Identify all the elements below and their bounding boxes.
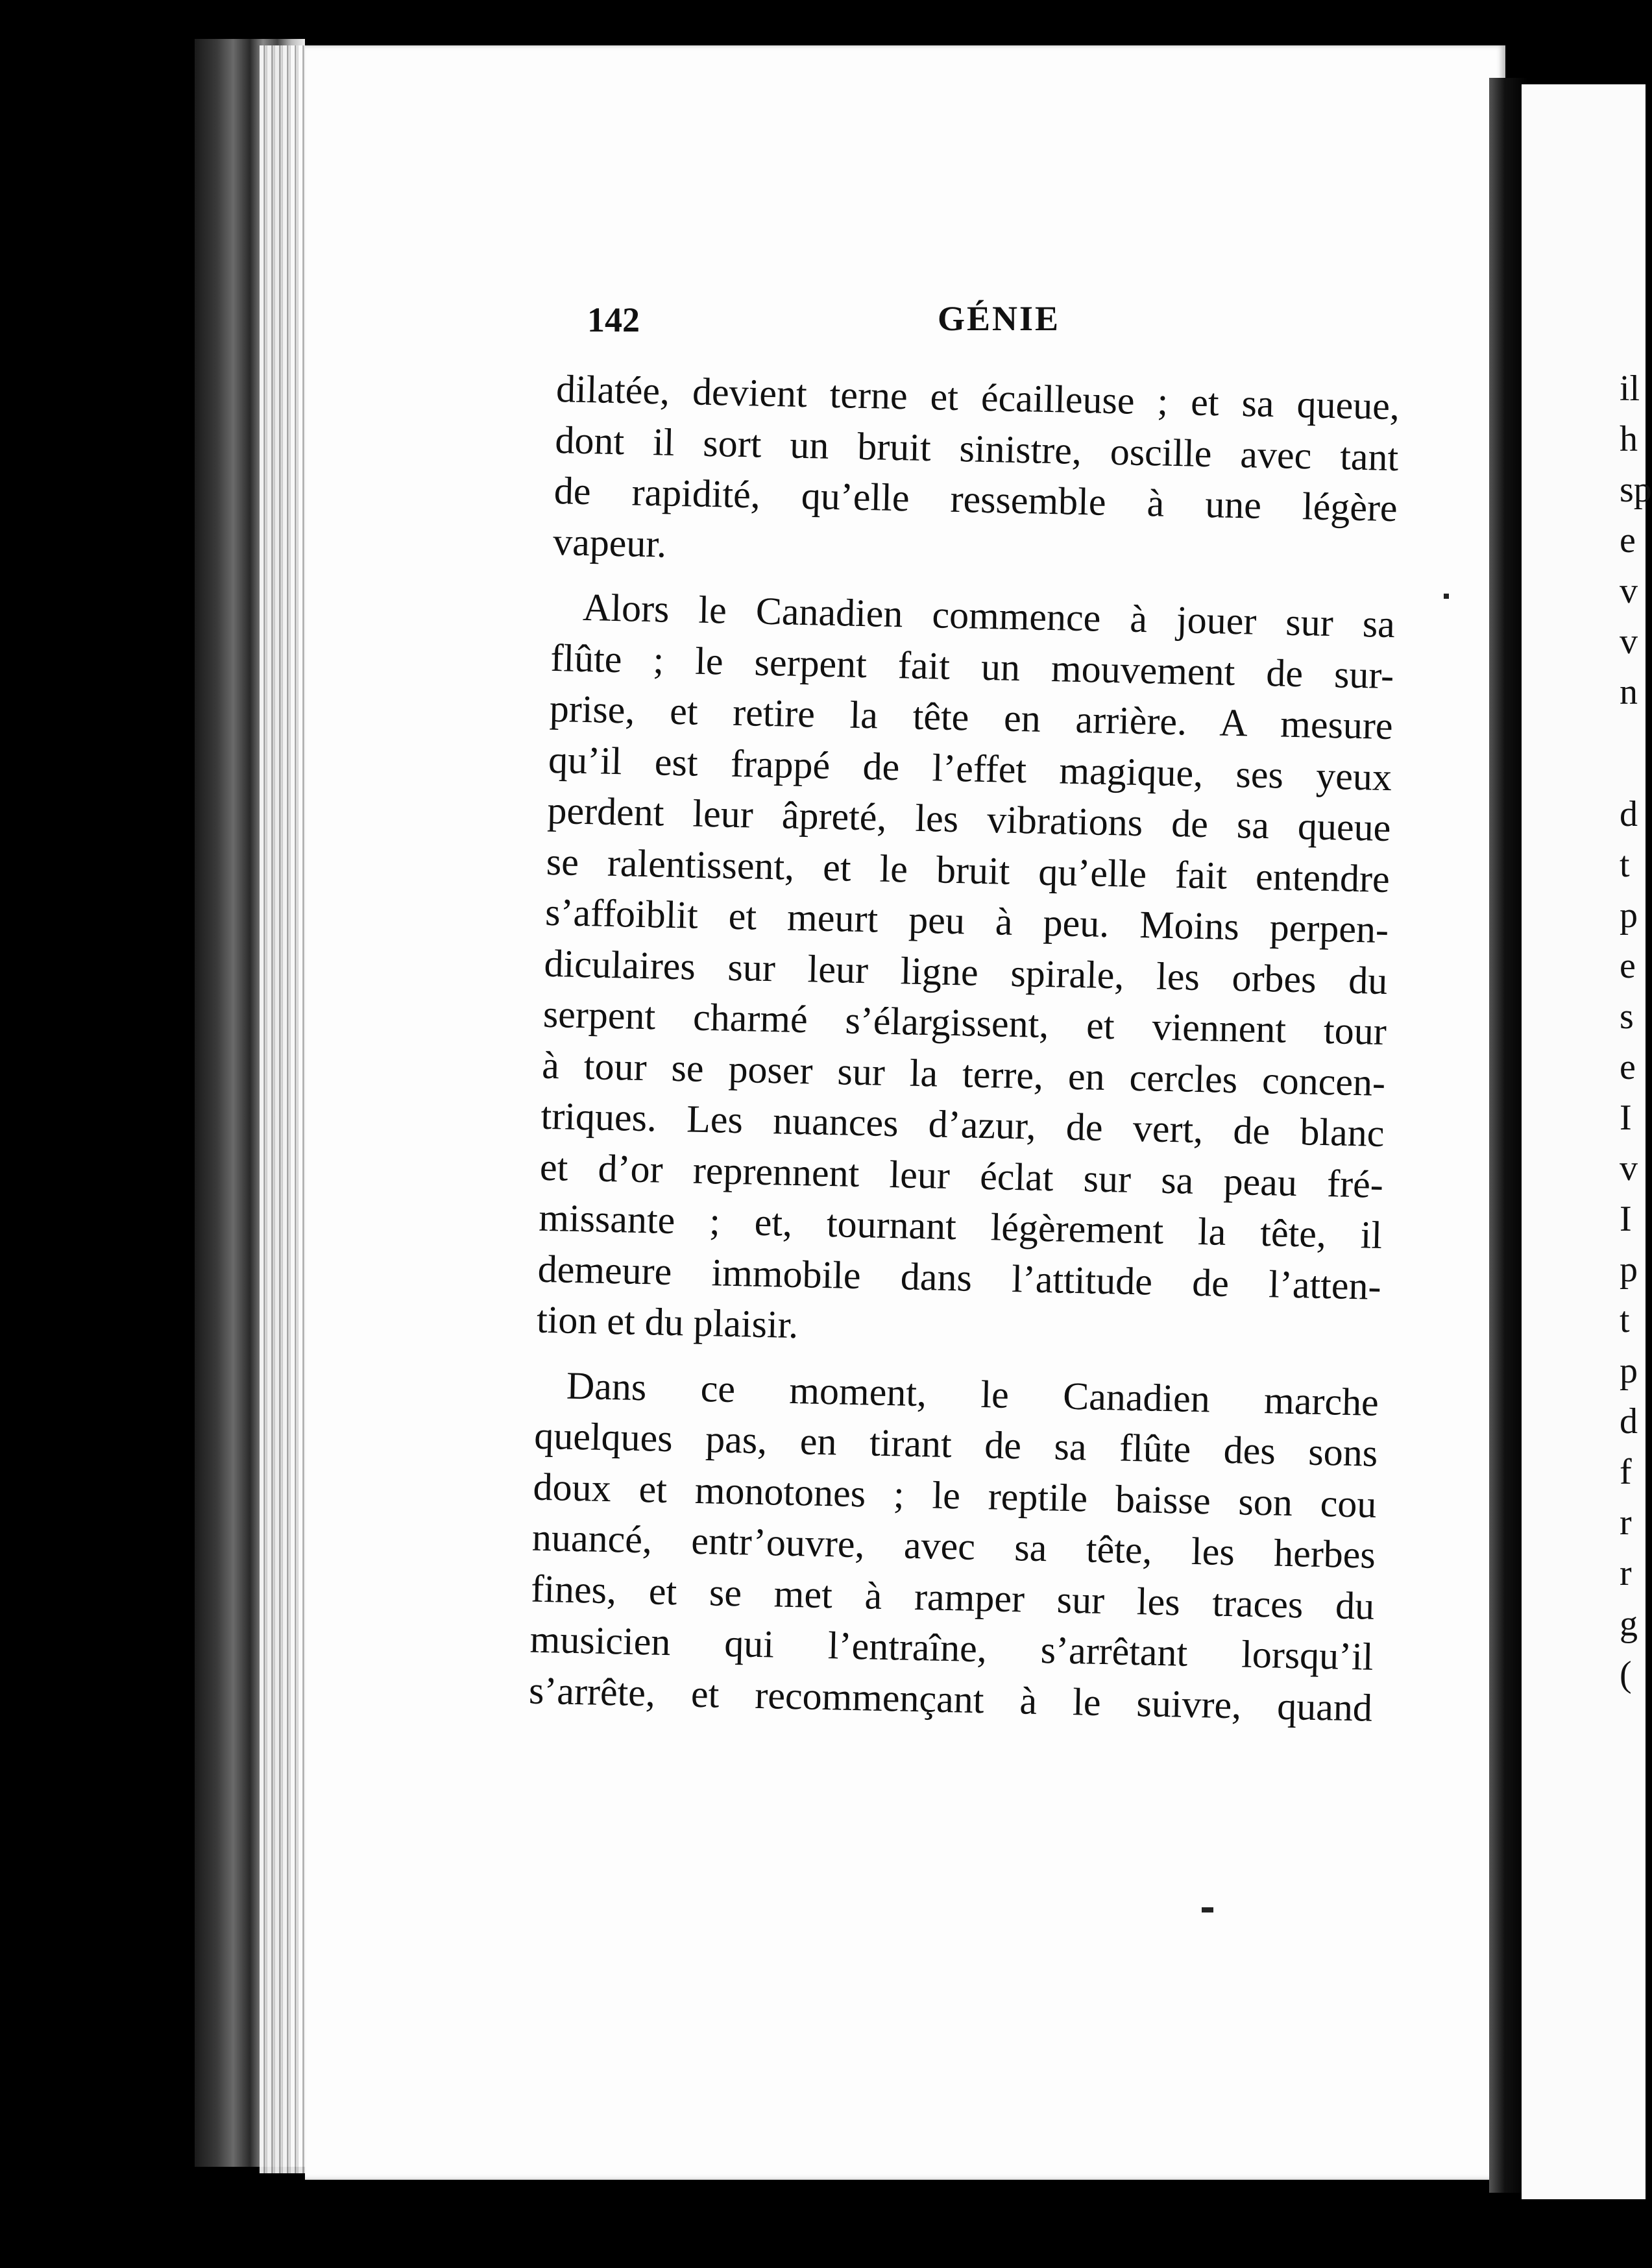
facing-page-fragment — [1620, 718, 1646, 789]
facing-page-fragment: d — [1620, 794, 1638, 834]
text-line: musicien qui l’entraîne, s’arrêtant lorsqu’il — [529, 1617, 1374, 1678]
text-line: quelques pas, en tirant de sa flûte des sons — [533, 1414, 1378, 1475]
text-line: Alors le Canadien commence à jouer sur sa — [582, 585, 1396, 646]
facing-page-fragment: sp — [1620, 470, 1652, 510]
facing-page-fragment: v — [1620, 621, 1638, 662]
text-line: se ralentissent, et le bruit qu’elle fait entendre — [546, 839, 1391, 900]
text-line: dont il sort un bruit sinistre, oscille avec tant — [554, 418, 1399, 479]
text-line: demeure immobile dans l’attitude de l’atten- — [537, 1247, 1382, 1308]
facing-page-fragment: p — [1620, 895, 1638, 935]
ink-speck — [1202, 1907, 1213, 1912]
body-text — [528, 363, 1400, 1733]
text-line: qu’il est frappé de l’effet magique, ses yeux — [548, 738, 1392, 799]
text-line: serpent charmé s’élargissent, et viennent tour — [542, 992, 1387, 1053]
text-line: flûte ; le serpent fait un mouvement de sur- — [550, 636, 1394, 697]
facing-page-fragment: v — [1620, 1148, 1638, 1188]
text-line: s’arrête, et recommençant à le suivre, quand — [528, 1669, 1373, 1730]
text-line: missante ; et, tournant légèrement la tête, il — [538, 1196, 1383, 1257]
facing-page-fragment: t — [1620, 1300, 1630, 1340]
facing-page-fragment: t — [1620, 845, 1630, 885]
facing-page-fragment: e — [1620, 1047, 1636, 1087]
facing-page-fragment: il — [1620, 368, 1640, 409]
text-line: diculaires sur leur ligne spirale, les orbes du — [543, 941, 1389, 1002]
facing-page-fragment: v — [1620, 571, 1638, 611]
text-line: de rapidité, qu’elle ressemble à une légère — [553, 468, 1398, 530]
text-line: Dans ce moment, le Canadien marche — [566, 1364, 1379, 1424]
facing-page-fragment: ( — [1620, 1654, 1632, 1695]
facing-page-fragment: s — [1620, 996, 1634, 1037]
text-line: dilatée, devient terne et écailleuse ; et sa queue, — [555, 367, 1400, 428]
text-line: perdent leur âpreté, les vibrations de sa queue — [546, 788, 1391, 850]
text-line: et d’or reprennent leur éclat sur sa peau fré- — [539, 1145, 1384, 1206]
facing-page-fragment: r — [1620, 1553, 1632, 1593]
facing-page-fragment: r — [1620, 1502, 1632, 1543]
text-line: à tour se poser sur la terre, en cercles concen- — [541, 1043, 1386, 1104]
text-line: doux et monotones ; le reptile baisse son cou — [533, 1465, 1378, 1526]
facing-page-fragment: I — [1620, 1098, 1632, 1138]
running-title: GÉNIE — [938, 299, 1061, 338]
text-line: s’affoiblit et meurt peu à peu. Moins perpen- — [544, 890, 1389, 952]
facing-page-fragment: I — [1620, 1199, 1632, 1239]
text-line: triques. Les nuances d’azur, de vert, de blanc — [541, 1094, 1385, 1155]
facing-page-fragment: p — [1620, 1351, 1638, 1391]
ink-speck — [1444, 594, 1449, 599]
page-header — [587, 293, 1080, 352]
facing-page-text-fragments — [1620, 363, 1652, 1700]
page-edges — [260, 45, 311, 2173]
facing-page-fragment: f — [1620, 1452, 1632, 1492]
facing-page-fragment: d — [1620, 1401, 1638, 1442]
text-line: tion et du plaisir. — [536, 1297, 799, 1347]
facing-page-fragment: n — [1620, 672, 1638, 712]
facing-page-fragment: e — [1620, 520, 1636, 561]
facing-page-fragment: h — [1620, 419, 1638, 459]
page-number: 142 — [587, 300, 640, 339]
text-line: fines, et se met à ramper sur les traces du — [530, 1567, 1375, 1628]
text-line: nuancé, entr’ouvre, avec sa tête, les herbes — [531, 1515, 1376, 1576]
facing-page-fragment: g — [1620, 1604, 1638, 1644]
facing-page-fragment: e — [1620, 946, 1636, 986]
facing-page-fragment: p — [1620, 1249, 1638, 1290]
text-line: prise, et retire la tête en arrière. A mesure — [549, 686, 1394, 748]
text-line: vapeur. — [552, 520, 667, 566]
